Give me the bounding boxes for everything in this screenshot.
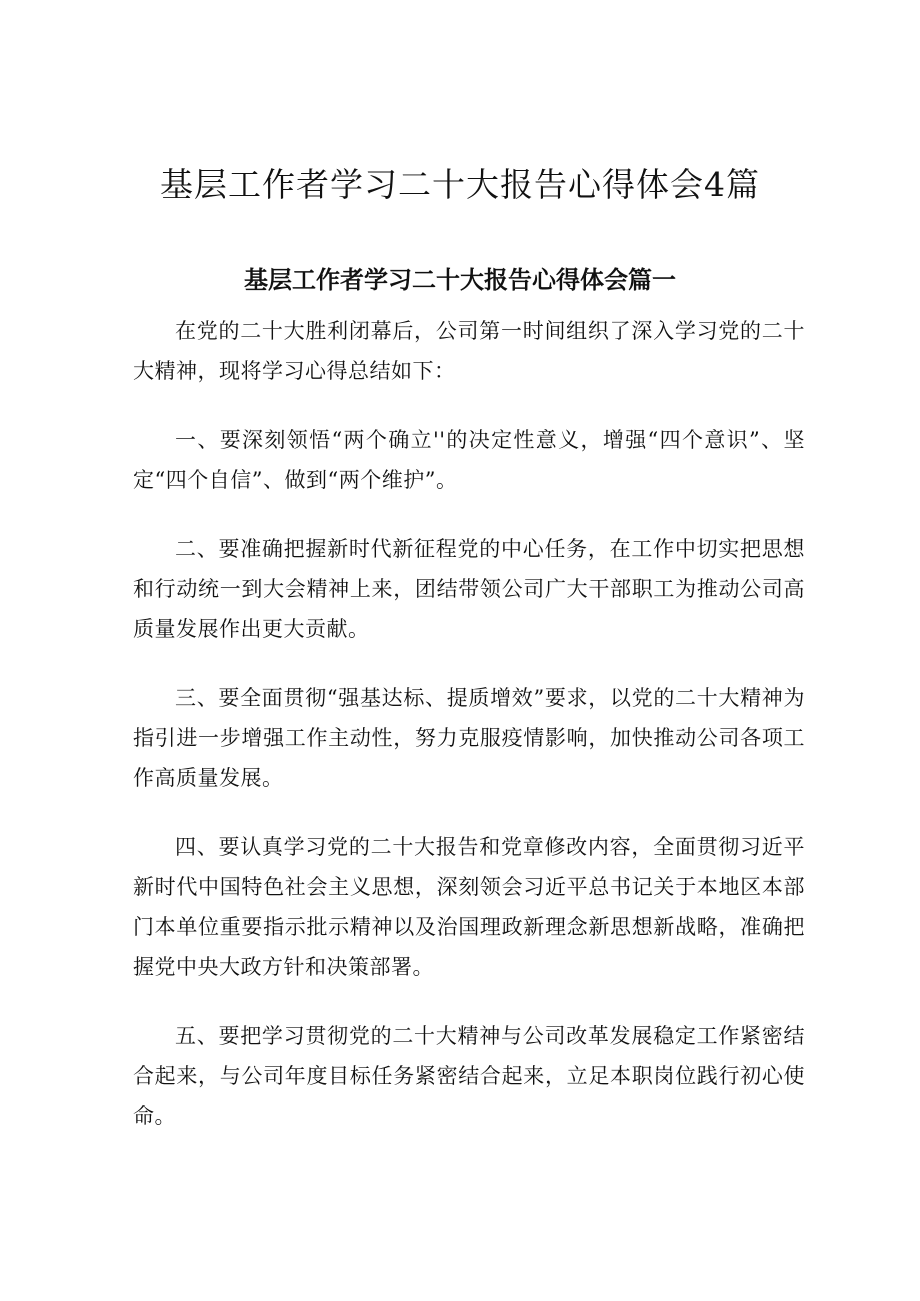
paragraph-point-2: 二、要准确把握新时代新征程党的中心任务，在工作中切实把思想和行动统一到大会精神上来，团结带领公司广大干部职工为推动公司高质量发展作出更大贡献。 — [133, 537, 805, 641]
document-body — [133, 311, 805, 1165]
paragraph-point-4: 四、要认真学习党的二十大报告和党章修改内容，全面贯彻习近平新时代中国特色社会主义思想，深刻领会习近平总书记关于本地区本部门本单位重要指示批示精神以及治国理政新理念新思想新战略，准确把握党中央大政方针和决策部署。 — [133, 835, 805, 979]
document-title: 基层工作者学习二十大报告心得体会4篇 — [160, 165, 760, 204]
section-heading: 基层工作者学习二十大报告心得体会篇一 — [244, 266, 676, 294]
paragraph-point-3: 三、要全面贯彻“强基达标、提质增效”要求，以党的二十大精神为指引进一步增强工作主动性，努力克服疫情影响，加快推动公司各项工作高质量发展。 — [133, 686, 805, 790]
paragraph-point-1: 一、要深刻领悟“两个确立''的决定性意义，增强“四个意识”、坚定“四个自信”、做到“两个维护”。 — [133, 428, 805, 492]
paragraph-point-5: 五、要把学习贯彻党的二十大精神与公司改革发展稳定工作紧密结合起来，与公司年度目标任务紧密结合起来，立足本职岗位践行初心使命。 — [133, 1024, 805, 1128]
paragraph-intro: 在党的二十大胜利闭幕后，公司第一时间组织了深入学习党的二十大精神，现将学习心得总结如下： — [133, 319, 805, 383]
